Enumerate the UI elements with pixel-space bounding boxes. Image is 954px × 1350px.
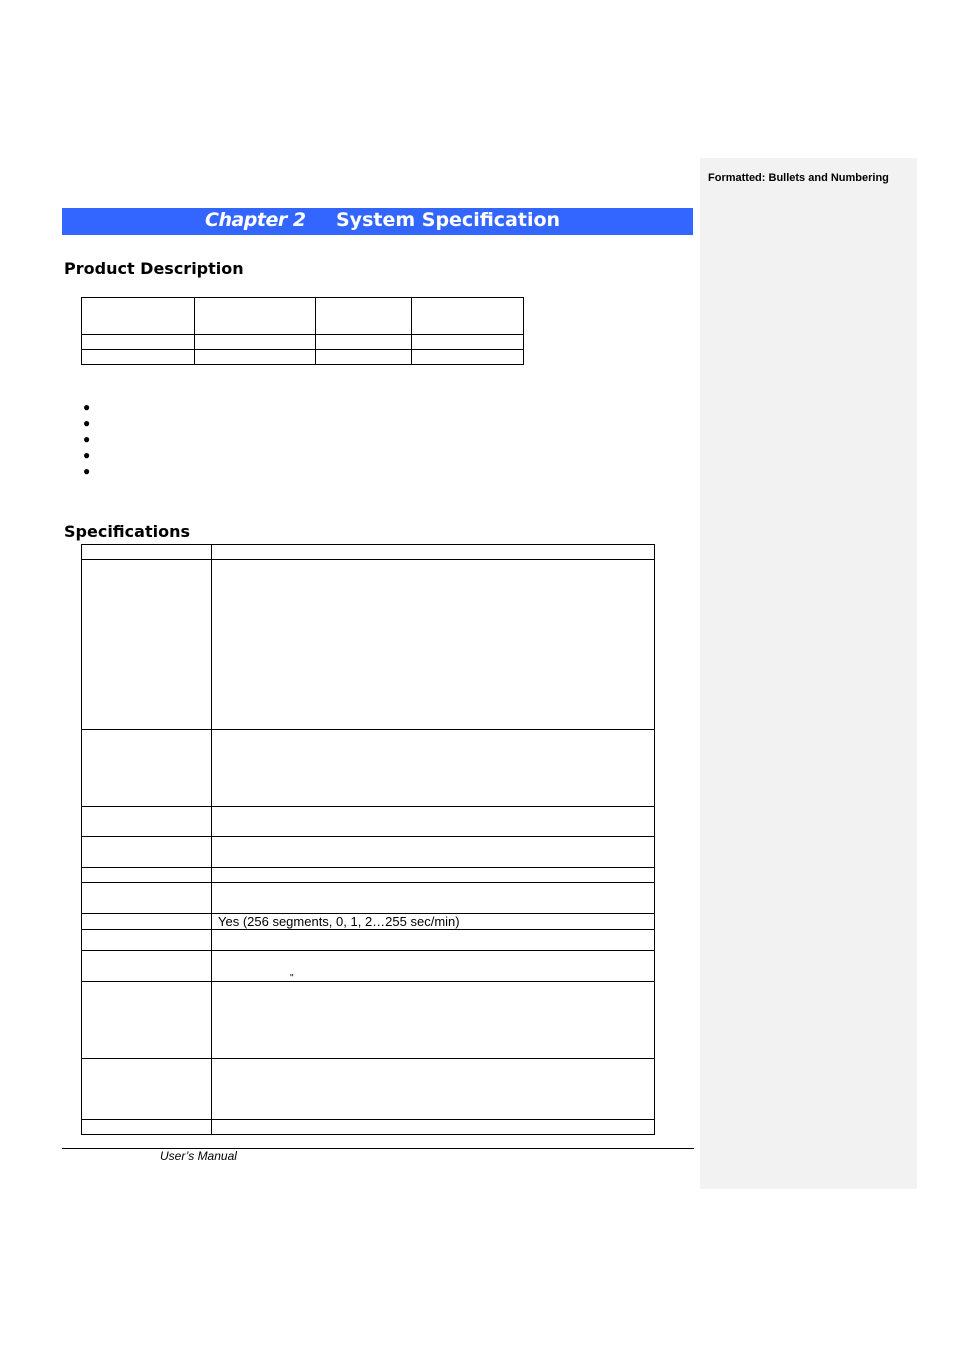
sidebar-label: Formatted: Bullets and Numbering: [708, 172, 889, 184]
list-item: [83, 447, 633, 463]
bullet-icon: ●: [83, 416, 91, 430]
product-table-header-row: [82, 298, 524, 335]
table-row: [82, 730, 655, 807]
spec-label: [82, 837, 212, 868]
spec-label: [82, 883, 212, 914]
product-table-cell: [82, 350, 195, 365]
table-row: [82, 807, 655, 837]
spec-label: [82, 730, 212, 807]
bullet-icon: ●: [83, 464, 91, 478]
product-table-row: [82, 335, 524, 350]
product-table-cell: [412, 298, 524, 335]
spec-label: [82, 868, 212, 883]
spec-value: [212, 930, 655, 951]
spec-label: [82, 930, 212, 951]
spec-value: [212, 982, 655, 1059]
spec-label: [82, 1120, 212, 1135]
spec-value: [212, 730, 655, 807]
table-row: [82, 982, 655, 1059]
table-row: [82, 868, 655, 883]
spec-value: [212, 545, 655, 560]
spec-value: [212, 883, 655, 914]
spec-label: [82, 951, 212, 982]
table-row: [82, 837, 655, 868]
spec-value: [212, 560, 655, 730]
spec-label: [82, 560, 212, 730]
spec-label: [82, 807, 212, 837]
bullet-icon: ●: [83, 400, 91, 414]
table-row: [82, 545, 655, 560]
footer-divider: [62, 1148, 694, 1149]
feature-bullet-list: [83, 399, 633, 479]
spec-value: [212, 951, 655, 982]
list-item: [83, 399, 633, 415]
product-table-row: [82, 350, 524, 365]
stray-quote-mark: ": [290, 973, 294, 984]
product-table-cell: [412, 335, 524, 350]
specifications-table: [81, 544, 655, 1135]
product-table-cell: [82, 298, 195, 335]
chapter-title: System Specification: [336, 209, 561, 231]
product-table-cell: [82, 335, 195, 350]
spec-value: Yes (256 segments, 0, 1, 2…255 sec/min): [212, 914, 655, 930]
spec-value: [212, 1059, 655, 1120]
spec-value: [212, 1120, 655, 1135]
list-item: [83, 463, 633, 479]
list-item: [83, 415, 633, 431]
comment-sidebar: [700, 158, 917, 1189]
chapter-banner: [62, 208, 693, 235]
footer-text: User’s Manual: [160, 1149, 237, 1163]
product-table-cell: [195, 350, 316, 365]
product-table-cell: [316, 335, 412, 350]
spec-label: [82, 1059, 212, 1120]
product-table-cell: [195, 298, 316, 335]
table-row: [82, 1059, 655, 1120]
spec-label: [82, 914, 212, 930]
bullet-icon: ●: [83, 448, 91, 462]
product-table-cell: [412, 350, 524, 365]
table-row: [82, 1120, 655, 1135]
bullet-icon: ●: [83, 432, 91, 446]
specifications-heading: Specifications: [64, 522, 190, 541]
spec-label: [82, 545, 212, 560]
product-table-cell: [316, 350, 412, 365]
table-row: [82, 951, 655, 982]
spec-label: [82, 982, 212, 1059]
spec-value: [212, 837, 655, 868]
product-table-cell: [316, 298, 412, 335]
product-table: [81, 297, 524, 365]
table-row: [82, 914, 655, 930]
table-row: [82, 560, 655, 730]
list-item: [83, 431, 633, 447]
table-row: [82, 883, 655, 914]
product-description-heading: Product Description: [64, 259, 244, 278]
table-row: [82, 930, 655, 951]
chapter-number: Chapter 2: [205, 209, 306, 231]
spec-value: [212, 807, 655, 837]
spec-value: [212, 868, 655, 883]
product-table-cell: [195, 335, 316, 350]
